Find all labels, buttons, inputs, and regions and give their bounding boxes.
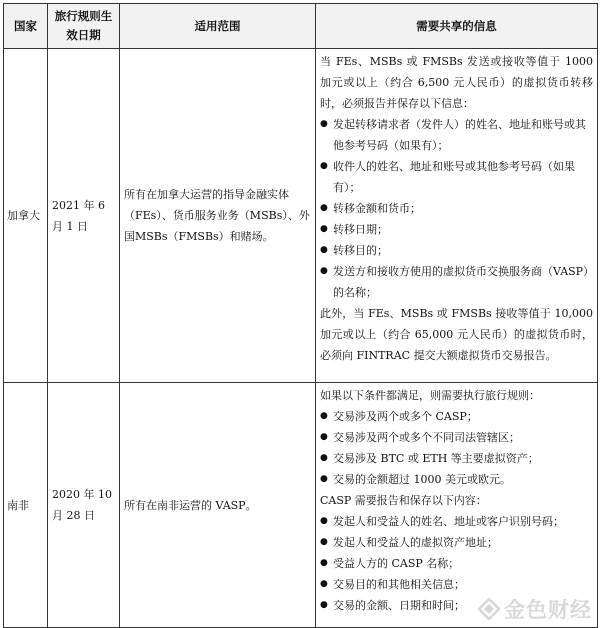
list-item: ● 交易的金额、日期和时间； — [320, 595, 593, 616]
list-item: ● 转移金额和货币； — [320, 198, 593, 219]
jinse-logo-icon — [478, 598, 500, 620]
date-cell: 2020 年 10 月 28 日 — [48, 383, 120, 628]
list-item: ● 转移日期； — [320, 219, 593, 240]
info-list — [320, 114, 593, 303]
list-item: ● 交易涉及 BTC 或 ETH 等主要虚拟资产； — [320, 448, 593, 469]
header-info: 需要共享的信息 — [316, 4, 598, 49]
header-country: 国家 — [4, 4, 48, 49]
country-cell: 南非 — [4, 383, 48, 628]
list-item: ● 发起人和受益人的虚拟资产地址； — [320, 532, 593, 553]
date-cell: 2021 年 6 月 1 日 — [48, 49, 120, 383]
list-item: ● 交易涉及两个或多个不同司法管辖区； — [320, 427, 593, 448]
country-cell: 加拿大 — [4, 49, 48, 383]
scope-cell: 所有在加拿大运营的指导金融实体（FEs）、货币服务业务（MSBs）、外国MSBs（FMSBs）和赌场。 — [120, 49, 316, 383]
table-header-row — [4, 4, 598, 49]
list-item: ● 发起转移请求者（发件人）的姓名、地址和账号或其他参考号码（如果有）； — [320, 114, 593, 156]
list-item: ● 转移目的； — [320, 240, 593, 261]
travel-rule-table — [3, 3, 598, 628]
table-row-south-africa — [4, 383, 598, 628]
list-item: ● 发起人和受益人的姓名、地址或客户识别号码； — [320, 511, 593, 532]
list-item: ● 收件人的姓名、地址和账号或其他参考号码（如果有）； — [320, 156, 593, 198]
watermark-text: 金色财经 — [504, 598, 592, 622]
list-item: ● 交易涉及两个或多个 CASP； — [320, 406, 593, 427]
list-item: ● 交易目的和其他相关信息； — [320, 574, 593, 595]
list-item: ● 受益人方的 CASP 名称； — [320, 553, 593, 574]
info-intro: 如果以下条件都满足，则需要执行旅行规则： — [320, 389, 540, 402]
info-cell — [316, 49, 598, 383]
list-item: ● 交易的金额超过 1000 美元或欧元。 — [320, 469, 593, 490]
watermark — [478, 594, 592, 624]
info-mid: CASP 需要报告和保存以下内容： — [320, 494, 487, 507]
list-item: ● 发送方和接收方使用的虚拟货币交换服务商（VASP）的名称； — [320, 261, 593, 303]
scope-cell: 所有在南非运营的 VASP。 — [120, 383, 316, 628]
header-scope: 适用范围 — [120, 4, 316, 49]
table-row-canada — [4, 49, 598, 383]
conditions-list — [320, 406, 593, 490]
header-date: 旅行规则生效日期 — [48, 4, 120, 49]
info-outro: 此外，当 FEs、MSBs 或 FMSBs 接收等值于 10,000 加元或以上（约合 65,000 元人民币）的虚拟货币时，必须向 FINTRAC 提交大额虚拟货币交易报告。 — [320, 307, 593, 362]
info-cell — [316, 383, 598, 628]
info-intro: 当 FEs、MSBs 或 FMSBs 发送或接收等值于 1000 加元或以上（约合 6,500 元人民币）的虚拟货币转移时，必须报告并保存以下信息： — [320, 55, 593, 110]
